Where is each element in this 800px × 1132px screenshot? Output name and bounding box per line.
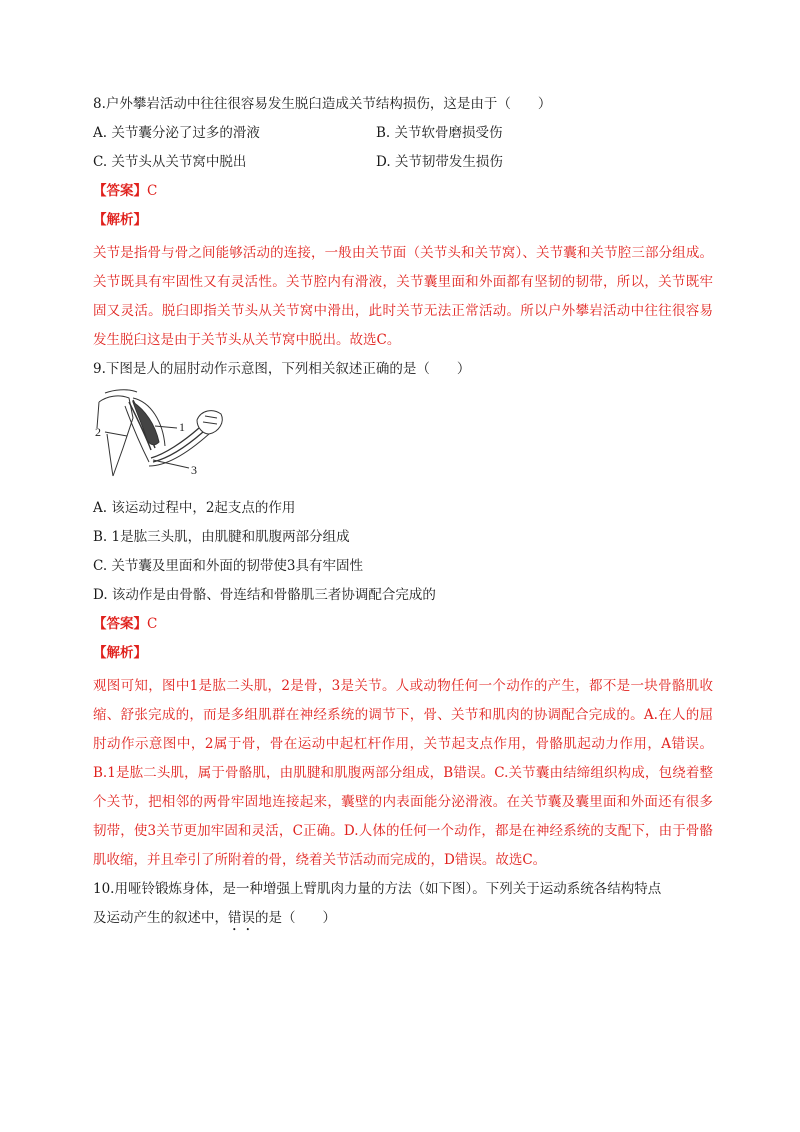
q8-analysis: 关节是指骨与骨之间能够活动的连接，一般由关节面（关节头和关节窝）、关节囊和关节腔三部分组成。关节既具有牢固性又有灵活性。关节腔内有滑液，关节囊里面和外面都有坚韧的韧带，所以，关节既牢固又灵活。脱臼即指关节头从关节窝中滑出，此时关节无法正常活动。所以户外攀岩活动中往往很容易发生脱臼这是由于关节头从关节窝中脱出。故选C。 bbox=[93, 245, 713, 348]
q9-analysis: 观图可知，图中1是肱二头肌，2是骨，3是关节。人或动物任何一个动作的产生，都不是一块骨骼肌收缩、舒张完成的，而是多组肌群在神经系统的调节下，骨、关节和肌肉的协调配合完成的。A.在人的屈肘动作示意图中，2属于骨，骨在运动中起杠杆作用，关节起支点作用，骨骼肌起动力作用，A错误。B.1是肱二头肌，属于骨骼肌，由肌腱和肌腹两部分组成，B错误。C.关节囊由结缔组织构成，包绕着整个关节，把相邻的两骨牢固地连接起来，囊壁的内表面能分泌滑液。在关节囊及囊里面和外面还有很多韧带，使3关节更加牢固和灵活，C正确。D.人体的任何一个动作，都是在神经系统的支配下，由于骨骼肌收缩，并且牵引了所附着的骨，绕着关节活动而完成的，D错误。故选C。 bbox=[93, 678, 713, 868]
scapula-outline bbox=[99, 396, 133, 476]
leader-line-2 bbox=[105, 432, 127, 436]
label-2: 2 bbox=[95, 425, 101, 439]
q9-option-b: B. 1是肱三头肌，由肌腱和肌腹两部分组成 bbox=[93, 529, 350, 545]
q8-options-row-2 bbox=[93, 152, 713, 172]
leader-line-1 bbox=[155, 426, 177, 428]
fist-outline bbox=[197, 411, 222, 434]
q9-answer-tag: 【答案】 bbox=[93, 616, 147, 632]
trunk-line-2 bbox=[107, 434, 113, 476]
q8-answer-value: C bbox=[147, 183, 158, 199]
q9-answer bbox=[93, 614, 713, 634]
q10-stem-line-2 bbox=[93, 908, 713, 934]
q10-stem-emphasis: 错误 bbox=[228, 910, 255, 926]
q9-stem: 9.下图是人的屈肘动作示意图，下列相关叙述正确的是（ ） bbox=[93, 361, 471, 377]
q9-option-a: A. 该运动过程中，2起支点的作用 bbox=[93, 500, 296, 516]
elbow-flexion-diagram bbox=[93, 388, 713, 478]
q8-option-a: A. 关节囊分泌了过多的滑液 bbox=[93, 125, 260, 141]
q8-options-row-1 bbox=[93, 123, 713, 143]
q9-answer-value: C bbox=[147, 616, 158, 632]
q8-option-b: B. 关节软骨磨损受伤 bbox=[376, 125, 503, 141]
q8-analysis-tag: 【解析】 bbox=[93, 212, 147, 228]
arm-illustration bbox=[93, 388, 233, 478]
q9-option-d: D. 该动作是由骨骼、骨连结和骨骼肌三者协调配合完成的 bbox=[93, 587, 436, 603]
q10-stem-post: 的是（ ） bbox=[255, 910, 336, 926]
biceps-muscle bbox=[133, 402, 159, 445]
exam-page bbox=[93, 94, 713, 943]
leader-line-3 bbox=[153, 460, 189, 468]
q9-option-c: C. 关节囊及里面和外面的韧带使3具有牢固性 bbox=[93, 558, 364, 574]
shoulder-outline bbox=[105, 390, 137, 393]
q8-option-d: D. 关节韧带发生损伤 bbox=[376, 154, 503, 170]
finger-lines bbox=[203, 416, 217, 424]
label-3: 3 bbox=[191, 463, 197, 477]
q8-option-c: C. 关节头从关节窝中脱出 bbox=[93, 154, 247, 170]
q8-answer bbox=[93, 181, 713, 201]
label-1: 1 bbox=[179, 420, 185, 434]
q10-stem-pre: 及运动产生的叙述中， bbox=[93, 910, 228, 926]
q9-analysis-tag: 【解析】 bbox=[93, 645, 147, 661]
q8-answer-tag: 【答案】 bbox=[93, 183, 147, 199]
q10-stem-line-1: 10.用哑铃锻炼身体，是一种增强上臂肌肉力量的方法（如下图）。下列关于运动系统各结构特点 bbox=[93, 881, 662, 897]
q8-stem: 8.户外攀岩活动中往往很容易发生脱臼造成关节结构损伤，这是由于（ ） bbox=[93, 96, 552, 112]
forearm-ulna bbox=[153, 432, 203, 462]
